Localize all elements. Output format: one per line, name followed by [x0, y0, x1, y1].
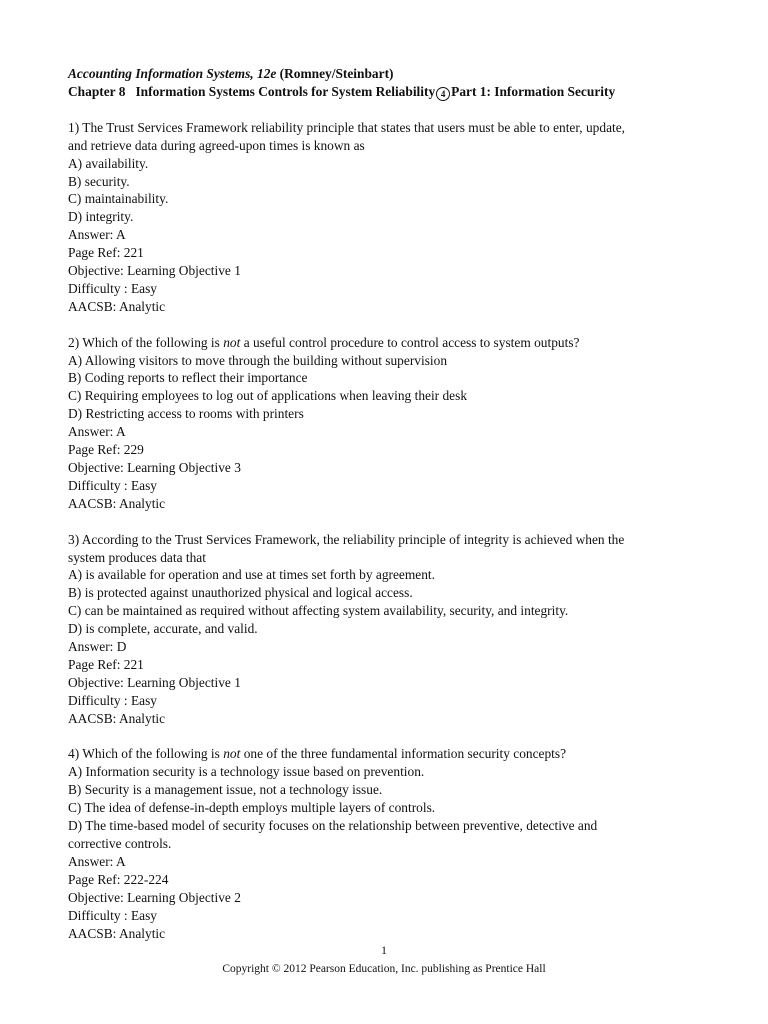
- option-a: A) is available for operation and use at times set forth by agreement.: [68, 567, 436, 583]
- option-a: A) Allowing visitors to move through the building without supervision: [68, 352, 448, 368]
- difficulty: Difficulty : Easy: [68, 907, 158, 923]
- aacsb: AACSB: Analytic: [68, 925, 166, 941]
- option-d: D) integrity.: [68, 209, 134, 225]
- option-c: C) The idea of defense-in-depth employs multiple layers of controls.: [68, 800, 436, 816]
- stem-emphasis: not: [223, 334, 241, 350]
- option-d-continued: corrective controls.: [68, 836, 172, 851]
- question-1: [68, 119, 718, 316]
- option-b: B) is protected against unauthorized physical and logical access.: [68, 585, 413, 601]
- option-d: D) Restricting access to rooms with printers: [68, 406, 304, 422]
- question-stem: system produces data that: [68, 549, 206, 565]
- stem-text: a useful control procedure to control access to system outputs?: [240, 334, 580, 350]
- option-b: B) security.: [68, 173, 130, 189]
- stem-text: 2) Which of the following is: [68, 334, 224, 350]
- copyright-notice: Copyright © 2012 Pearson Education, Inc. publishing as Prentice Hall: [222, 963, 546, 975]
- chapter-label: Chapter 8: [68, 83, 126, 99]
- question-4: [68, 745, 718, 942]
- difficulty: Difficulty : Easy: [68, 692, 158, 708]
- question-3: [68, 531, 718, 728]
- option-b: B) Coding reports to reflect their importance: [68, 370, 308, 386]
- option-d: D) is complete, accurate, and valid.: [68, 621, 258, 637]
- page-ref: Page Ref: 222-224: [68, 871, 169, 887]
- aacsb: AACSB: Analytic: [68, 298, 166, 314]
- question-stem: [68, 745, 718, 763]
- stem-text: one of the three fundamental information security concepts?: [240, 746, 567, 762]
- page-number: 1: [381, 945, 387, 957]
- page-ref: Page Ref: 221: [68, 656, 144, 672]
- book-title: Accounting Information Systems, 12e: [68, 66, 277, 81]
- aacsb: AACSB: Analytic: [68, 495, 166, 511]
- page-ref: Page Ref: 221: [68, 245, 144, 261]
- option-a: A) availability.: [68, 155, 149, 171]
- circled-number-icon: 4: [436, 87, 450, 101]
- objective: Objective: Learning Objective 2: [68, 889, 241, 905]
- objective: Objective: Learning Objective 3: [68, 460, 241, 475]
- question-stem: 1) The Trust Services Framework reliability principle that states that users must be able to enter, update,: [68, 119, 626, 135]
- question-stem: [68, 334, 718, 352]
- difficulty: Difficulty : Easy: [68, 477, 158, 493]
- option-a: A) Information security is a technology issue based on prevention.: [68, 764, 425, 780]
- part-title: Part 1: Information Security: [451, 83, 616, 99]
- option-c: C) Requiring employees to log out of applications when leaving their desk: [68, 388, 468, 404]
- option-b: B) Security is a management issue, not a technology issue.: [68, 782, 383, 798]
- book-header: [68, 65, 718, 83]
- book-authors: (Romney/Steinbart): [276, 66, 394, 81]
- question-2: [68, 334, 718, 513]
- answer: Answer: A: [68, 853, 126, 869]
- answer: Answer: D: [68, 639, 127, 655]
- objective: Objective: Learning Objective 1: [68, 674, 241, 690]
- page-ref: Page Ref: 229: [68, 442, 144, 458]
- aacsb: AACSB: Analytic: [68, 710, 166, 726]
- option-d: D) The time-based model of security focuses on the relationship between preventive, detective and: [68, 818, 598, 834]
- option-c: C) can be maintained as required without affecting system availability, security, and integrity.: [68, 603, 569, 619]
- question-stem: 3) According to the Trust Services Framework, the reliability principle of integrity is achieved when the: [68, 531, 625, 547]
- stem-text: 4) Which of the following is: [68, 746, 224, 762]
- difficulty: Difficulty : Easy: [68, 280, 158, 296]
- objective: Objective: Learning Objective 1: [68, 263, 241, 279]
- option-c: C) maintainability.: [68, 191, 169, 207]
- stem-emphasis: not: [223, 746, 241, 762]
- question-stem: and retrieve data during agreed-upon times is known as: [68, 137, 365, 153]
- answer: Answer: A: [68, 227, 126, 243]
- answer: Answer: A: [68, 424, 126, 440]
- page-content: [68, 65, 718, 942]
- chapter-header: [68, 83, 718, 101]
- chapter-title: Information Systems Controls for System Reliability: [135, 83, 436, 99]
